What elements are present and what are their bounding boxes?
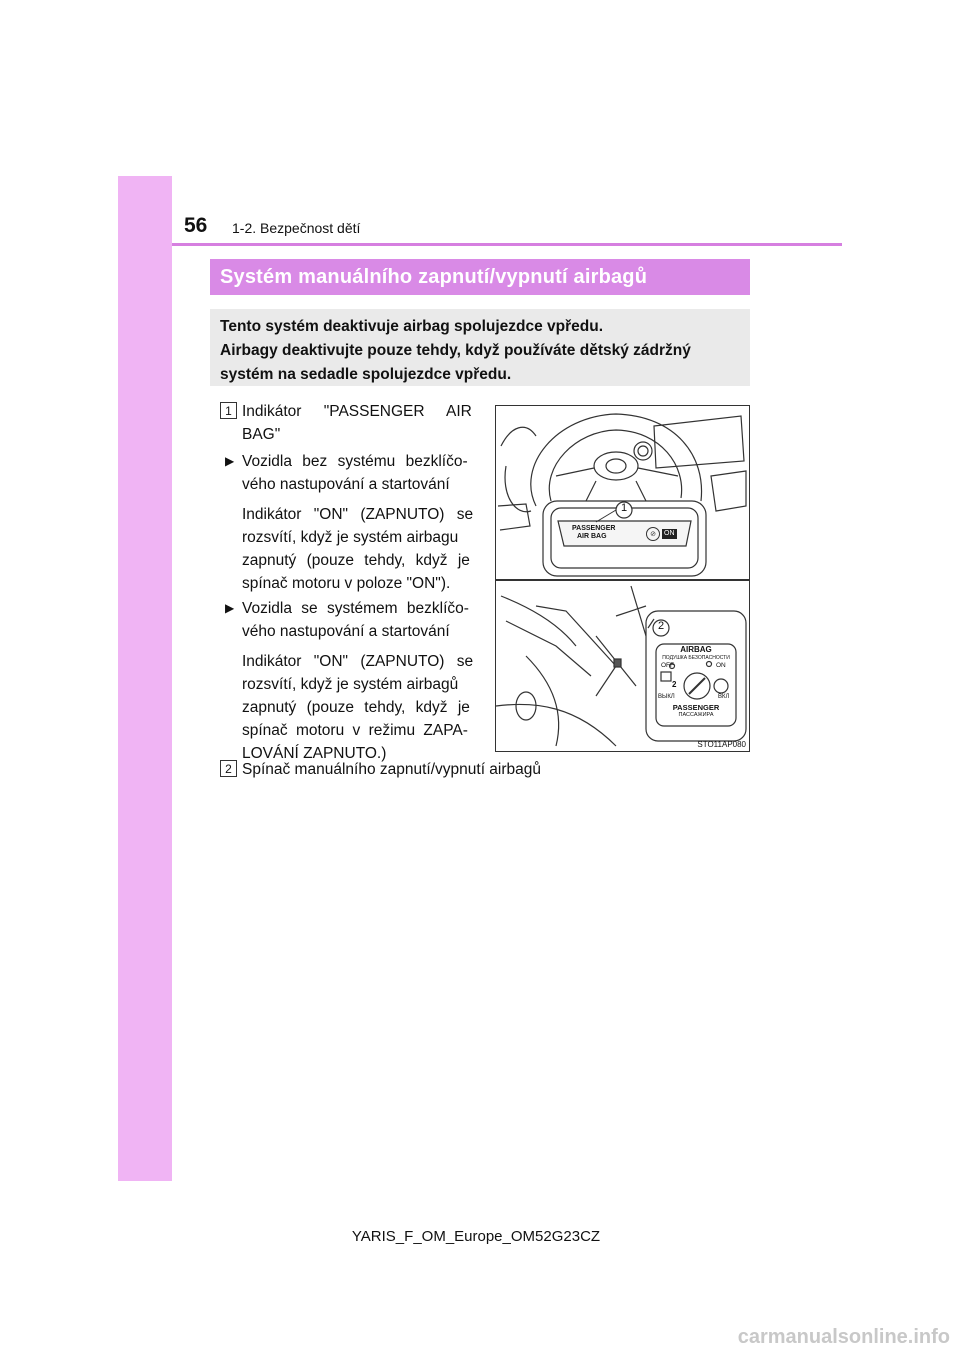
bullet-arrow-icon: ▶	[225, 601, 235, 615]
page-number: 56	[184, 214, 208, 237]
bullet-1-desc-line: Indikátor "ON" (ZAPNUTO) se	[242, 506, 474, 523]
item-1-line	[242, 400, 478, 423]
bullet-2-line: Vozidla se systémem bezklíčo-	[242, 600, 469, 617]
bullet-2-description	[242, 650, 478, 765]
section-title: Systém manuálního zapnutí/vypnutí airbagů	[210, 259, 750, 295]
chapter-title: 1-2. Bezpečnost dětí	[232, 220, 361, 236]
dashboard-drawing	[496, 406, 749, 751]
item-1-callout: 1	[220, 402, 237, 419]
switch-2-label: 2	[672, 680, 677, 689]
bullet-1-line: vého nastupování a startování	[242, 476, 450, 493]
footer-doc-id-text: YARIS_F_OM_Europe_OM52G23CZ	[351, 1228, 601, 1245]
footer-doc-id	[0, 1228, 700, 1245]
side-color-band	[118, 176, 172, 1181]
switch-on-label: ON	[716, 662, 726, 669]
switch-passenger-label: PASSENGER	[672, 703, 720, 712]
switch-airbag-ru-label: ПОДУШКА БЕЗОПАСНОСТИ	[662, 655, 730, 661]
item-2-callout: 2	[220, 760, 237, 777]
intro-line: Airbagy deaktivujte pouze tehdy, když používáte dětský zádržný	[220, 342, 691, 359]
bullet-1-line: Vozidla bez systému bezklíčo-	[242, 453, 468, 470]
switch-airbag-label: AIRBAG	[680, 645, 712, 654]
bullet-2-desc-line: LOVÁNÍ ZAPNUTO.)	[242, 745, 387, 762]
intro-line: systém na sedadle spolujezdce vpředu.	[220, 366, 512, 383]
indicator-label	[572, 525, 615, 541]
airbag-off-indicator-icon: ⊘	[646, 527, 660, 541]
intro-box	[210, 309, 750, 386]
bullet-1-heading	[242, 450, 478, 496]
bullet-1-desc-line: zapnutý (pouze tehdy, když je	[242, 552, 470, 569]
bullet-1-description	[242, 503, 478, 595]
bullet-1-desc-line: rozsvítí, když je systém airbagu	[242, 529, 459, 546]
bullet-2-desc-line: rozsvítí, když je systém airbagů	[242, 676, 459, 693]
bullet-2-desc-line: zapnutý (pouze tehdy, když je	[242, 699, 470, 716]
indicator-on-badge: ON	[664, 530, 675, 537]
switch-on-ru-label: ВКЛ	[718, 694, 730, 700]
switch-off-ru-label: ВЫКЛ	[658, 694, 675, 700]
switch-passenger-ru-label: ПАССАЖИРА	[678, 712, 714, 718]
bullet-1-desc-line: spínač motoru v poloze "ON").	[242, 575, 451, 592]
item-2-text: Spínač manuálního zapnutí/vypnutí airbagů	[242, 761, 542, 778]
bullet-arrow-icon: ▶	[225, 454, 235, 468]
airbag-illustration	[495, 405, 750, 752]
item-1-line: BAG"	[242, 426, 281, 443]
watermark: carmanualsonline.info	[737, 1326, 950, 1348]
figure-callout-2: 2	[657, 620, 665, 632]
header-rule	[172, 243, 842, 246]
item-1-line-text: Indikátor "PASSENGER AIR	[242, 403, 472, 420]
item-1-text	[242, 400, 478, 446]
bullet-2-heading	[242, 597, 478, 643]
figure-code: STO11AP080	[697, 740, 746, 749]
bullet-2-desc-line: Indikátor "ON" (ZAPNUTO) se	[242, 653, 474, 670]
figure-callout-1: 1	[620, 502, 628, 514]
switch-off-label: OFF	[661, 662, 674, 669]
intro-line: Tento systém deaktivuje airbag spolujezdce vpředu.	[220, 318, 604, 335]
indicator-label-line: PASSENGER	[572, 525, 616, 532]
bullet-2-line: vého nastupování a startování	[242, 623, 450, 640]
bullet-2-desc-line: spínač motoru v režimu ZAPA-	[242, 722, 468, 739]
indicator-label-line: AIR BAG	[577, 533, 607, 540]
